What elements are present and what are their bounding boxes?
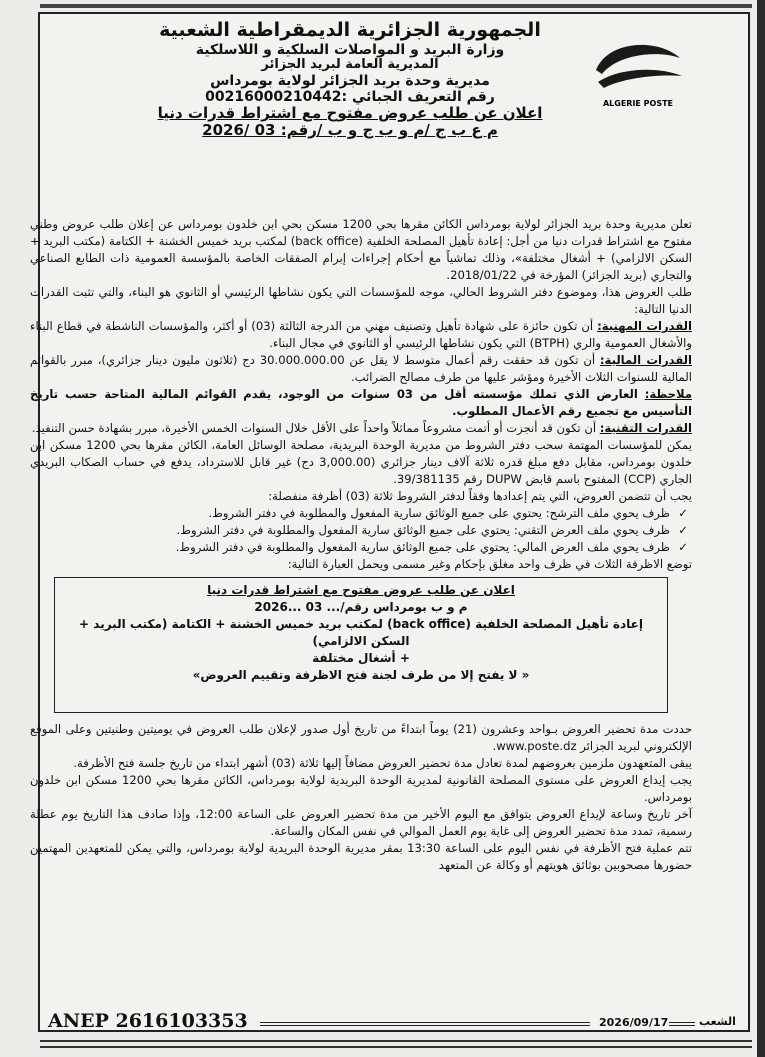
tech-text: أن تكون قد أنجزت أو أتمت مشروعاً مماثلاً واحداً على الأقل خلال السنوات الخمس الأخيرة، مبرر بشهادة حسن التنفيذ. <box>31 421 597 435</box>
announcement-body <box>30 216 692 874</box>
list-item: ✓ ظرف يحوي ملف الترشح: يحتوي على جميع الوثائق سارية المفعول والمطلوبة في دفتر الشروط. <box>30 505 670 522</box>
note-paragraph <box>30 386 692 420</box>
algerie-poste-logo <box>588 30 688 110</box>
scope-paragraph: طلب العروض هذا، وموضوع دفتر الشروط الحالي، موجه للمؤسسات التي يكون نشاطها الرئيسي أو الثانوي هو البناء، والتي تثبت القدرات الدنيا التالية: <box>30 285 692 316</box>
envelope-object: إعادة تأهيل المصلحة الخلفية (back office) لمكتب بريد خميس الخشنة + الكتامة (مكتب البريد + السكن الالزامي) <box>79 617 643 648</box>
republic-title: الجمهورية الجزائرية الديمقراطية الشعبية <box>159 19 541 41</box>
opening-paragraph: تتم عملية فتح الأظرفة في نفس اليوم على الساعة 13:30 بمقر مديرية الوحدة البريدية لولاية بومرداس، والتي يمكن للمتعهدين المهتمين حضورها مصحوبين بوثائق هويتهم أو وكالة عن المتعهد <box>30 841 693 872</box>
envelopes-intro: يجب أن تتضمن العروض، التي يتم إعدادها وفقاً لدفتر الشروط ثلاثة (03) أظرفة منفصلة: <box>268 489 692 503</box>
deadline-paragraph: حددت مدة تحضير العروض بـواحد وعشرون (21) يوماً ابتداءً من تاريخ أول صدور لإعلان طلب العروض في يوميتين وطنيتين وعلى الموقع الإلكتروني لبريد الجزائر www.poste.dz. <box>30 722 692 753</box>
list-item: ✓ ظرف يحوي ملف العرض التقني: يحتوي على جميع الوثائق سارية المفعول والمطلوبة في دفتر الشروط. <box>30 522 670 539</box>
financial-capacity <box>30 352 692 386</box>
notice-reference: م ع ب ج /م و ب ج و ب /رقم: 03 /2026 <box>202 121 498 140</box>
ministry-name: وزارة البريد و المواصلات السلكية و اللاسلكية <box>195 41 505 58</box>
list-item: ✓ ظرف يحوي ملف العرض المالي: يحتوي على جميع الوثائق سارية المفعول والمطلوبة في دفتر الشروط. <box>30 539 670 556</box>
envelopes-outro: توضع الاظرفة الثلاث في ظرف واحد مغلق بإحكام وغير مسمى ويحمل العبارة التالية: <box>287 557 692 571</box>
note-label: ملاحظة: <box>644 387 693 401</box>
footer-rule-short <box>669 1022 695 1026</box>
anep-number: ANEP 2616103353 <box>48 1010 248 1032</box>
prof-label: القدرات المهنية: <box>597 319 692 333</box>
envelope-title: اعلان عن طلب عروض مفتوح مع اشتراط قدرات دنيا <box>207 583 515 597</box>
validity-paragraph: يبقى المتعهدون ملزمين بعروضهم لمدة تعادل مدة تحضير العروض مضافاً إليها ثلاثة (03) أشهر ابتداء من تاريخ جلسة فتح الأظرفة. <box>73 756 692 770</box>
fin-text: أن تكون قد حققت رقم أعمال متوسط لا يقل عن 30.000.000.00 دج (ثلاثون مليون دينار جزائري)، مبرر بالقوائم المالية للسنوات الثلاث الأخيرة ومؤشر عليها من طرف مصالح الضرائب. <box>30 353 692 384</box>
envelope-list <box>30 505 692 556</box>
letterhead <box>140 20 560 140</box>
professional-capacity <box>30 318 692 352</box>
top-rule <box>40 4 752 8</box>
general-direction: المديرية العامة لبريد الجزائر <box>261 56 439 72</box>
technical-capacity <box>30 420 692 437</box>
tax-id: رقم التعريف الجبائي :00216000210442 <box>205 88 495 105</box>
adjacent-column-edge <box>757 0 765 1057</box>
prof-text: أن تكون حائزة على شهادة تأهيل وتصنيف مهني من الدرجة الثالثة (03) أو أكثر، والمؤسسات الناشطة في قطاع البناء والأشغال العمومية والري (BTPH) التي يكون نشاطها الرئيسي أو الثانوي في مجال البناء. <box>30 319 692 350</box>
newspaper-name: الشعب <box>699 1015 736 1028</box>
envelope-warning: « لا يفتح إلا من طرف لجنة فتح الاظرفة وتقييم العروض» <box>192 668 530 682</box>
logo-text: ALGERIE POSTE <box>602 99 674 108</box>
footer <box>44 1008 744 1034</box>
notice-title: اعلان عن طلب عروض مفتوح مع اشتراط قدرات دنيا <box>157 104 543 123</box>
footer-rule <box>260 1022 590 1026</box>
intro-paragraph: تعلن مديرية وحدة بريد الجزائر لولاية بومرداس الكائن مقرها بحي 1200 مسكن بحي ابن خلدون بومرداس عن إعلان طلب عروض وطني مفتوح مع اشتراط قدرات دنيا من أجل: إعادة تأهيل المصلحة الخلفية (back office) لمكتب بريد خميس الخشنة + الكتامة (مكتب البريد + السكن الالزامي) + أشغال مختلفة»، وذلك تماشياً مع أحكام إجراءات إبرام الصفقات الخاصة بالمؤسسة العمومية ذات الطابع الصناعي والتجاري (بريد الجزائر) المؤرخة في 2018/01/22. <box>30 217 692 282</box>
fin-label: القدرات المالية: <box>599 353 692 367</box>
unit-direction: مديرية وحدة بريد الجزائر لولاية بومرداس <box>210 72 490 89</box>
publication-date: 2026/09/17 <box>599 1016 669 1029</box>
envelope-ref: م و ب بومرداس رقم/... 03 ...2026 <box>254 600 468 614</box>
note-text: العارض الذي تملك مؤسسته أقل من 03 سنوات من الوجود، يقدم القوائم المالية المتاحة حسب تاريخ التأسيس مع تجميع رقم الأعمال المطلوب. <box>30 387 692 418</box>
deposit-paragraph: يجب إيداع العروض على مستوى المصلحة القانونية لمديرية الوحدة البريدية لولاية بومرداس، الكائن مقرها بحي 1200 مسكن ابن خلدون بومرداس. <box>30 773 692 804</box>
bottom-rule <box>40 1040 752 1048</box>
withdraw-paragraph: يمكن للمؤسسات المهتمة سحب دفتر الشروط من مديرية الوحدة البريدية، مصلحة الوسائل العامة، الكائن مقرها بحي 1200 مسكن ابن خلدون بومرداس، مقابل دفع مبلغ قدره ثلاثة آلاف دينار جزائري (3,000.00 دج) غير قابل للاسترداد، يدفع في حساب الصكاب البريدي الجاري (CCP) المفتوح باسم قابض DUPW رقم 39/381135. <box>30 438 693 486</box>
envelope-object-extra: + أشغال مختلفة <box>312 651 410 665</box>
envelope-label-box <box>54 577 668 713</box>
last-day-paragraph: آخر تاريخ وساعة لإيداع العروض يتوافق مع اليوم الأخير من مدة تحضير العروض على الساعة 12:00، وإذا صادف هذا التاريخ يوم عطلة رسمية، تمدد مدة تحضير العروض إلى غاية يوم العمل الموالي في نفس المكان والساعة. <box>30 807 692 838</box>
tech-label: القدرات التقنية: <box>599 421 692 435</box>
